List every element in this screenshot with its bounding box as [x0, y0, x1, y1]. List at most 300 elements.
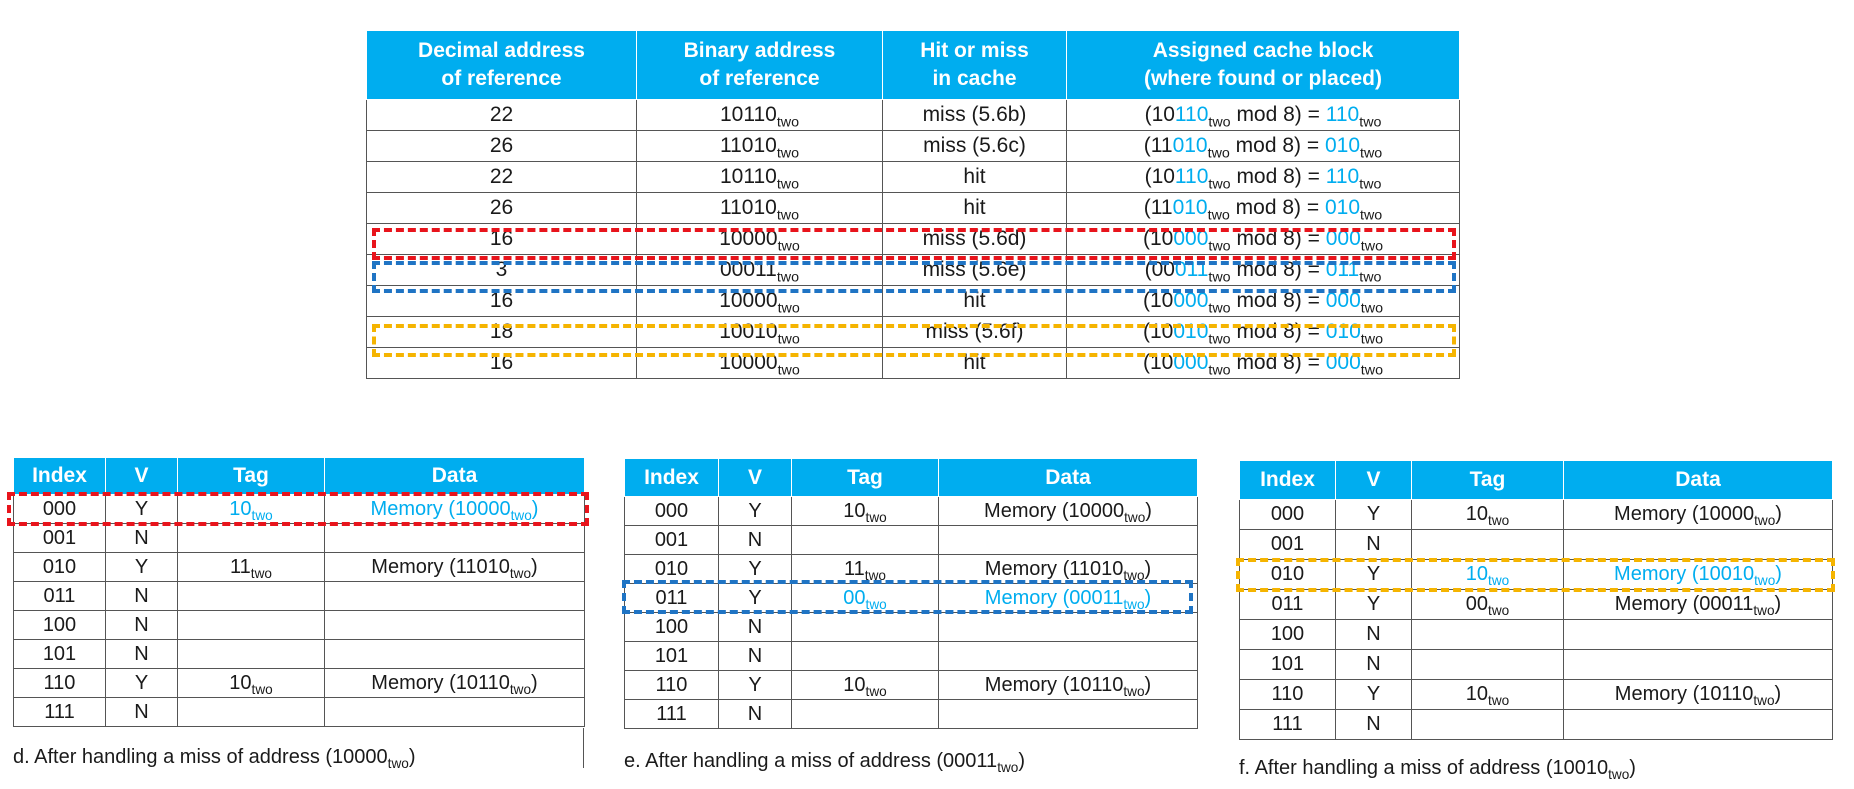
tag-cell: [792, 642, 939, 671]
index-cell: 000: [1240, 500, 1336, 530]
data-cell: [939, 555, 1198, 584]
open-paren: (: [1143, 320, 1150, 343]
tag-cell: [792, 555, 939, 584]
header-decimal-address: Decimal address of reference: [367, 31, 637, 100]
hit-or-miss: hit: [883, 162, 1067, 193]
decimal-address: 22: [367, 162, 637, 193]
base-subscript: two: [776, 207, 800, 224]
base-subscript: two: [1360, 362, 1383, 379]
tag-cell: [178, 611, 325, 640]
caption-e: e. After handling a miss of address $(00011_{two})$: [624, 750, 1026, 776]
tag-cell: [792, 526, 939, 555]
reference-row: [367, 131, 1460, 162]
base-subscript: two: [1208, 176, 1231, 193]
tag-cell: [178, 524, 325, 553]
valid-cell: N: [106, 640, 178, 669]
mod-expression: mod 8) =: [1230, 227, 1326, 250]
tag-bits: 10: [1151, 103, 1175, 126]
valid-cell: Y: [1336, 560, 1412, 590]
header-valid: V: [719, 459, 792, 497]
decimal-address: 18: [367, 317, 637, 348]
tag-cell: [1412, 530, 1564, 560]
index-cell: 001: [625, 526, 719, 555]
base-subscript: two: [251, 681, 273, 697]
cache-row: [14, 640, 585, 669]
tag-value: 10: [229, 671, 252, 694]
mod-expression: mod 8) =: [1229, 196, 1325, 219]
index-cell: 101: [1240, 650, 1336, 680]
cache-row: [625, 497, 1198, 526]
memory-prefix: Memory (: [1614, 683, 1700, 705]
valid-cell: Y: [719, 584, 792, 613]
cache-row: [625, 526, 1198, 555]
header-tag: Tag: [1412, 461, 1564, 500]
base-subscript: two: [1208, 362, 1231, 379]
base-subscript: two: [251, 507, 273, 523]
index-bits: 010: [1172, 196, 1208, 219]
cache-row: [625, 584, 1198, 613]
cache-row: [1240, 560, 1833, 590]
cache-row: [625, 700, 1198, 729]
tag-bits: 10: [1150, 320, 1174, 343]
base-subscript: two: [1753, 603, 1775, 619]
assigned-block: [1067, 224, 1460, 255]
mod-expression: mod 8) =: [1230, 320, 1326, 343]
data-cell: [1564, 680, 1833, 710]
index-cell: 110: [14, 669, 106, 698]
binary-value: 10010: [719, 320, 778, 343]
data-cell: [939, 526, 1198, 555]
header-index: Index: [625, 459, 719, 497]
mod-expression: mod 8) =: [1230, 165, 1326, 188]
base-subscript: two: [776, 114, 800, 131]
decimal-address: 22: [367, 100, 637, 131]
base-subscript: two: [776, 176, 800, 193]
base-subscript: two: [510, 507, 532, 523]
index-cell: 111: [625, 700, 719, 729]
hit-or-miss: miss (5.6d): [883, 224, 1067, 255]
data-cell: [1564, 500, 1833, 530]
memory-address: 10010: [1698, 563, 1755, 585]
base-subscript: two: [865, 509, 887, 525]
memory-prefix: Memory (: [371, 555, 456, 578]
header-data: Data: [325, 458, 585, 495]
cache-row: [625, 671, 1198, 700]
memory-suffix: ): [1144, 586, 1152, 609]
block-index: 011: [1325, 258, 1360, 281]
reference-row: [367, 193, 1460, 224]
cache-table-header: [1240, 461, 1833, 500]
data-cell: [939, 642, 1198, 671]
memory-suffix: ): [1774, 683, 1782, 705]
tag-value: 10: [843, 673, 866, 696]
binary-address: [637, 317, 883, 348]
memory-prefix: Memory (: [984, 586, 1070, 609]
index-cell: 100: [625, 613, 719, 642]
base-subscript: two: [1208, 114, 1231, 131]
data-cell: [1564, 650, 1833, 680]
memory-prefix: Memory (: [370, 497, 455, 520]
hit-or-miss: hit: [883, 193, 1067, 224]
index-bits: 110: [1174, 165, 1209, 188]
tag-cell: [1412, 680, 1564, 710]
open-paren: (: [1144, 103, 1152, 126]
tag-cell: [1412, 710, 1564, 740]
base-subscript: two: [1208, 238, 1231, 255]
reference-row: [367, 348, 1460, 379]
index-bits: 110: [1174, 103, 1209, 126]
decimal-address: 16: [367, 224, 637, 255]
tag-bits: 00: [1151, 258, 1175, 281]
reference-row: [367, 162, 1460, 193]
binary-value: 00011: [719, 258, 777, 281]
tag-value: 10: [229, 497, 252, 520]
base-subscript: two: [777, 238, 800, 255]
reference-row: [367, 317, 1460, 348]
binary-value: 10110: [719, 165, 777, 188]
index-cell: 000: [625, 497, 719, 526]
valid-cell: Y: [1336, 680, 1412, 710]
header-binary-address: Binary address of reference: [637, 31, 883, 100]
tag-value: 00: [843, 586, 866, 609]
memory-address: 11010: [1069, 557, 1124, 580]
open-paren: (: [1143, 196, 1151, 219]
tag-value: 10: [1465, 503, 1489, 525]
open-paren: (: [1143, 351, 1150, 374]
cache-row: [14, 698, 585, 727]
valid-cell: N: [1336, 710, 1412, 740]
memory-address: 11010: [455, 555, 510, 578]
data-cell: [325, 553, 585, 582]
tag-bits: 10: [1151, 165, 1175, 188]
header-assigned-block: Assigned cache block (where found or placed): [1067, 31, 1460, 100]
open-paren: (: [1143, 134, 1151, 157]
memory-suffix: ): [1144, 557, 1152, 580]
base-subscript: two: [777, 331, 800, 348]
cache-table-e: [624, 458, 1198, 729]
decimal-address: 26: [367, 131, 637, 162]
valid-cell: Y: [719, 555, 792, 584]
base-subscript: two: [1360, 238, 1383, 255]
block-index: 000: [1325, 289, 1361, 312]
tag-cell: [178, 698, 325, 727]
index-cell: 111: [14, 698, 106, 727]
valid-cell: N: [719, 700, 792, 729]
binary-address: [637, 255, 883, 286]
memory-address: 10000: [1698, 503, 1755, 525]
memory-prefix: Memory (: [984, 673, 1070, 696]
cache-row: [1240, 650, 1833, 680]
block-index: 110: [1325, 165, 1360, 188]
tag-cell: [1412, 590, 1564, 620]
cache-row: [1240, 620, 1833, 650]
block-index: 110: [1325, 103, 1360, 126]
binary-address: [637, 131, 883, 162]
tag-cell: [178, 495, 325, 524]
block-index: 010: [1324, 196, 1361, 219]
base-subscript: two: [250, 565, 272, 581]
caption-f: f. After handling a miss of address $(10010_{two})$: [1239, 757, 1636, 783]
memory-prefix: Memory (: [1614, 563, 1699, 585]
valid-cell: N: [106, 524, 178, 553]
index-cell: 001: [14, 524, 106, 553]
mod-expression: mod 8) =: [1230, 258, 1326, 281]
binary-address: [637, 193, 883, 224]
cache-row: [14, 582, 585, 611]
tag-value: 11: [230, 555, 251, 578]
cache-table-f: [1239, 460, 1833, 740]
index-cell: 011: [1240, 590, 1336, 620]
assigned-block: [1067, 162, 1460, 193]
tag-value: 00: [1465, 593, 1489, 615]
block-index: 010: [1325, 320, 1361, 343]
valid-cell: N: [719, 526, 792, 555]
tag-cell: [792, 700, 939, 729]
header-index: Index: [1240, 461, 1336, 500]
memory-suffix: ): [1774, 593, 1782, 615]
block-index: 000: [1325, 351, 1361, 374]
valid-cell: Y: [1336, 500, 1412, 530]
tag-cell: [792, 497, 939, 526]
tag-cell: [178, 553, 325, 582]
base-subscript: two: [1360, 207, 1383, 224]
data-cell: [1564, 710, 1833, 740]
index-cell: 010: [625, 555, 719, 584]
caption-d: d. After handling a miss of address $(10000_{two})$: [13, 746, 416, 772]
base-subscript: two: [776, 269, 800, 286]
tag-bits: 10: [1150, 351, 1174, 374]
cache-row: [14, 495, 585, 524]
valid-cell: N: [106, 611, 178, 640]
hit-or-miss: miss (5.6b): [883, 100, 1067, 131]
base-subscript: two: [1123, 596, 1145, 612]
reference-table-header: [367, 31, 1460, 100]
header-index: Index: [14, 458, 106, 495]
valid-cell: Y: [719, 671, 792, 700]
memory-prefix: Memory (: [371, 671, 456, 694]
base-subscript: two: [1360, 300, 1383, 317]
index-cell: 011: [14, 582, 106, 611]
index-cell: 101: [625, 642, 719, 671]
memory-prefix: Memory (: [984, 499, 1069, 522]
index-bits: 000: [1173, 289, 1209, 312]
tag-bits: 11: [1150, 196, 1173, 219]
index-bits: 000: [1173, 227, 1209, 250]
block-index: 000: [1325, 227, 1361, 250]
tag-cell: [1412, 560, 1564, 590]
assigned-block: [1067, 100, 1460, 131]
tag-cell: [792, 671, 939, 700]
decimal-address: 3: [367, 255, 637, 286]
cache-table-d: [13, 457, 585, 727]
cache-row: [1240, 590, 1833, 620]
assigned-block: [1067, 286, 1460, 317]
assigned-block: [1067, 131, 1460, 162]
valid-cell: Y: [106, 669, 178, 698]
binary-address: [637, 286, 883, 317]
base-subscript: two: [777, 300, 800, 317]
base-subscript: two: [1754, 513, 1776, 529]
memory-address: 00011: [1699, 593, 1754, 615]
open-paren: (: [1144, 165, 1152, 188]
base-subscript: two: [509, 565, 532, 581]
assigned-block: [1067, 193, 1460, 224]
tag-value: 11: [844, 557, 865, 580]
open-paren: (: [1144, 258, 1152, 281]
data-cell: [325, 669, 585, 698]
base-subscript: two: [1488, 573, 1510, 589]
valid-cell: Y: [1336, 590, 1412, 620]
index-cell: 110: [1240, 680, 1336, 710]
data-cell: [939, 497, 1198, 526]
address-reference-table: [366, 30, 1460, 379]
binary-address: [637, 162, 883, 193]
tag-value: 10: [1465, 683, 1489, 705]
data-cell: [939, 613, 1198, 642]
memory-address: 10000: [1068, 499, 1125, 522]
reference-row: [367, 100, 1460, 131]
index-bits: 011: [1174, 258, 1209, 281]
cache-table-header: [14, 458, 585, 495]
index-cell: 010: [14, 553, 106, 582]
binary-value: 10000: [719, 289, 778, 312]
memory-suffix: ): [531, 555, 538, 578]
memory-address: 10110: [455, 671, 510, 694]
memory-suffix: ): [1775, 503, 1782, 525]
base-subscript: two: [1753, 693, 1775, 709]
binary-value: 10110: [719, 103, 777, 126]
memory-prefix: Memory (: [1614, 503, 1699, 525]
data-cell: [325, 524, 585, 553]
tag-bits: 10: [1150, 227, 1174, 250]
base-subscript: two: [1123, 567, 1145, 583]
assigned-block: [1067, 348, 1460, 379]
base-subscript: two: [776, 145, 800, 162]
mod-expression: mod 8) =: [1229, 134, 1325, 157]
cache-row: [14, 553, 585, 582]
decimal-address: 16: [367, 286, 637, 317]
memory-suffix: ): [531, 671, 538, 694]
base-subscript: two: [1208, 331, 1231, 348]
base-subscript: two: [1207, 145, 1230, 162]
index-cell: 110: [625, 671, 719, 700]
tag-cell: [178, 640, 325, 669]
valid-cell: N: [106, 582, 178, 611]
memory-address: 10110: [1699, 683, 1754, 705]
assigned-block: [1067, 255, 1460, 286]
header-valid: V: [1336, 461, 1412, 500]
binary-value: 10000: [719, 227, 778, 250]
cache-row: [625, 642, 1198, 671]
data-cell: [325, 495, 585, 524]
data-cell: [1564, 530, 1833, 560]
valid-cell: N: [1336, 620, 1412, 650]
valid-cell: N: [719, 642, 792, 671]
base-subscript: two: [1208, 300, 1231, 317]
memory-suffix: ): [1775, 563, 1782, 585]
base-subscript: two: [777, 362, 800, 379]
base-subscript: two: [1208, 269, 1231, 286]
base-subscript: two: [1754, 573, 1776, 589]
binary-address: [637, 348, 883, 379]
base-subscript: two: [1359, 176, 1382, 193]
valid-cell: N: [1336, 650, 1412, 680]
base-subscript: two: [1360, 145, 1383, 162]
tag-value: 10: [1465, 563, 1489, 585]
memory-suffix: ): [1145, 499, 1152, 522]
assigned-block: [1067, 317, 1460, 348]
valid-cell: Y: [719, 497, 792, 526]
index-bits: 000: [1173, 351, 1209, 374]
header-valid: V: [106, 458, 178, 495]
memory-address: 10110: [1069, 673, 1124, 696]
binary-address: [637, 224, 883, 255]
reference-row: [367, 255, 1460, 286]
cache-row: [1240, 500, 1833, 530]
header-data: Data: [1564, 461, 1833, 500]
binary-value: 10000: [719, 351, 778, 374]
tag-cell: [1412, 500, 1564, 530]
hit-or-miss: hit: [883, 348, 1067, 379]
header-data: Data: [939, 459, 1198, 497]
mod-expression: mod 8) =: [1230, 103, 1326, 126]
memory-suffix: ): [1144, 673, 1152, 696]
data-cell: [939, 700, 1198, 729]
hit-or-miss: miss (5.6e): [883, 255, 1067, 286]
index-cell: 111: [1240, 710, 1336, 740]
cache-row: [14, 669, 585, 698]
divider-line: [583, 728, 584, 768]
valid-cell: N: [106, 698, 178, 727]
tag-bits: 11: [1150, 134, 1173, 157]
index-cell: 000: [14, 495, 106, 524]
data-cell: [1564, 560, 1833, 590]
cache-row: [14, 524, 585, 553]
valid-cell: Y: [106, 495, 178, 524]
open-paren: (: [1143, 227, 1150, 250]
decimal-address: 16: [367, 348, 637, 379]
data-cell: [325, 582, 585, 611]
data-cell: [939, 671, 1198, 700]
tag-cell: [792, 584, 939, 613]
valid-cell: Y: [106, 553, 178, 582]
index-cell: 011: [625, 584, 719, 613]
base-subscript: two: [1359, 114, 1382, 131]
cache-row: [1240, 680, 1833, 710]
base-subscript: two: [1123, 683, 1145, 699]
tag-value: 10: [843, 499, 866, 522]
mod-expression: mod 8) =: [1230, 289, 1326, 312]
data-cell: [325, 611, 585, 640]
base-subscript: two: [509, 681, 532, 697]
data-cell: [325, 640, 585, 669]
memory-suffix: ): [531, 497, 539, 520]
cache-row: [14, 611, 585, 640]
binary-address: [637, 100, 883, 131]
memory-address: 10000: [455, 497, 511, 520]
tag-cell: [1412, 620, 1564, 650]
header-tag: Tag: [792, 459, 939, 497]
index-bits: 010: [1173, 320, 1209, 343]
cache-row: [1240, 530, 1833, 560]
data-cell: [325, 698, 585, 727]
tag-cell: [1412, 650, 1564, 680]
decimal-address: 26: [367, 193, 637, 224]
tag-cell: [792, 613, 939, 642]
tag-bits: 10: [1150, 289, 1174, 312]
base-subscript: two: [865, 596, 887, 612]
base-subscript: two: [865, 683, 887, 699]
